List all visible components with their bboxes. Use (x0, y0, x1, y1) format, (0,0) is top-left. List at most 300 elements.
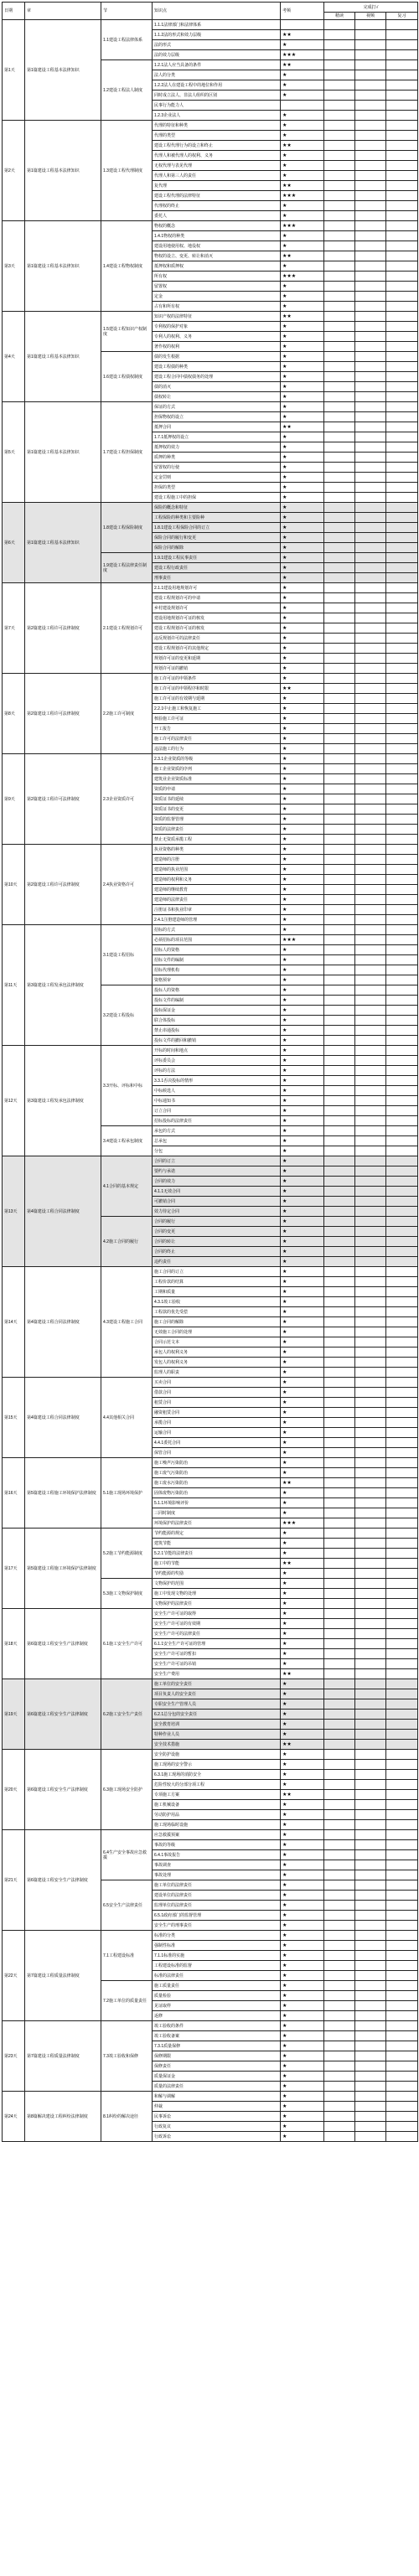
check-review[interactable] (386, 1217, 418, 1227)
check-explain[interactable] (355, 1036, 386, 1046)
check-read[interactable] (324, 1036, 355, 1046)
check-explain[interactable] (355, 101, 386, 111)
check-read[interactable] (324, 1287, 355, 1297)
check-read[interactable] (324, 1599, 355, 1609)
check-read[interactable] (324, 955, 355, 965)
check-read[interactable] (324, 442, 355, 453)
check-read[interactable] (324, 463, 355, 473)
check-review[interactable] (386, 1981, 418, 1991)
check-read[interactable] (324, 1006, 355, 1016)
check-read[interactable] (324, 1589, 355, 1599)
check-review[interactable] (386, 463, 418, 473)
check-review[interactable] (386, 1197, 418, 1207)
check-explain[interactable] (355, 1368, 386, 1378)
check-explain[interactable] (355, 251, 386, 261)
check-read[interactable] (324, 1458, 355, 1468)
check-review[interactable] (386, 684, 418, 694)
check-read[interactable] (324, 2122, 355, 2132)
check-review[interactable] (386, 1639, 418, 1649)
check-explain[interactable] (355, 1981, 386, 1991)
check-explain[interactable] (355, 1679, 386, 1689)
check-explain[interactable] (355, 935, 386, 945)
check-review[interactable] (386, 694, 418, 704)
check-review[interactable] (386, 855, 418, 865)
check-review[interactable] (386, 1599, 418, 1609)
check-read[interactable] (324, 1448, 355, 1458)
check-explain[interactable] (355, 131, 386, 141)
check-explain[interactable] (355, 1106, 386, 1116)
check-explain[interactable] (355, 211, 386, 221)
check-read[interactable] (324, 372, 355, 382)
check-review[interactable] (386, 895, 418, 905)
check-explain[interactable] (355, 2122, 386, 2132)
check-explain[interactable] (355, 91, 386, 101)
check-review[interactable] (386, 764, 418, 774)
check-review[interactable] (386, 1740, 418, 1750)
check-explain[interactable] (355, 1639, 386, 1649)
check-read[interactable] (324, 332, 355, 342)
check-read[interactable] (324, 875, 355, 885)
check-review[interactable] (386, 1478, 418, 1488)
check-read[interactable] (324, 1649, 355, 1659)
check-review[interactable] (386, 171, 418, 181)
check-explain[interactable] (355, 473, 386, 483)
check-review[interactable] (386, 1378, 418, 1388)
check-explain[interactable] (355, 2041, 386, 2051)
check-read[interactable] (324, 251, 355, 261)
check-explain[interactable] (355, 754, 386, 764)
check-explain[interactable] (355, 1891, 386, 1901)
check-read[interactable] (324, 905, 355, 915)
check-review[interactable] (386, 1679, 418, 1689)
check-explain[interactable] (355, 1247, 386, 1257)
check-read[interactable] (324, 141, 355, 151)
check-read[interactable] (324, 794, 355, 804)
check-read[interactable] (324, 1991, 355, 2001)
check-explain[interactable] (355, 704, 386, 714)
check-explain[interactable] (355, 1951, 386, 1961)
check-explain[interactable] (355, 855, 386, 865)
check-review[interactable] (386, 1991, 418, 2001)
check-review[interactable] (386, 473, 418, 483)
check-explain[interactable] (355, 1750, 386, 1760)
check-read[interactable] (324, 1669, 355, 1679)
check-explain[interactable] (355, 1780, 386, 1790)
check-explain[interactable] (355, 1498, 386, 1508)
check-read[interactable] (324, 1619, 355, 1629)
check-explain[interactable] (355, 1267, 386, 1277)
check-read[interactable] (324, 1086, 355, 1096)
check-read[interactable] (324, 865, 355, 875)
check-explain[interactable] (355, 965, 386, 975)
check-review[interactable] (386, 221, 418, 231)
check-review[interactable] (386, 101, 418, 111)
check-explain[interactable] (355, 1961, 386, 1971)
check-read[interactable] (324, 1679, 355, 1689)
check-explain[interactable] (355, 20, 386, 30)
check-read[interactable] (324, 623, 355, 634)
check-read[interactable] (324, 1820, 355, 1830)
check-read[interactable] (324, 1096, 355, 1106)
check-explain[interactable] (355, 1971, 386, 1981)
check-review[interactable] (386, 1327, 418, 1337)
check-read[interactable] (324, 2072, 355, 2082)
check-explain[interactable] (355, 372, 386, 382)
check-read[interactable] (324, 2001, 355, 2011)
check-read[interactable] (324, 1156, 355, 1166)
check-review[interactable] (386, 1911, 418, 1921)
check-review[interactable] (386, 1398, 418, 1408)
check-review[interactable] (386, 815, 418, 825)
check-review[interactable] (386, 1579, 418, 1589)
check-review[interactable] (386, 1629, 418, 1639)
check-review[interactable] (386, 955, 418, 965)
check-read[interactable] (324, 1177, 355, 1187)
check-read[interactable] (324, 996, 355, 1006)
check-read[interactable] (324, 1880, 355, 1891)
check-review[interactable] (386, 1710, 418, 1720)
check-read[interactable] (324, 784, 355, 794)
check-read[interactable] (324, 40, 355, 50)
check-explain[interactable] (355, 1438, 386, 1448)
check-review[interactable] (386, 453, 418, 463)
check-review[interactable] (386, 1870, 418, 1880)
check-review[interactable] (386, 1609, 418, 1619)
check-review[interactable] (386, 261, 418, 272)
check-review[interactable] (386, 885, 418, 895)
check-review[interactable] (386, 1790, 418, 1800)
check-review[interactable] (386, 1187, 418, 1197)
check-explain[interactable] (355, 1066, 386, 1076)
check-explain[interactable] (355, 1901, 386, 1911)
check-explain[interactable] (355, 60, 386, 70)
check-read[interactable] (324, 1921, 355, 1931)
check-review[interactable] (386, 362, 418, 372)
check-explain[interactable] (355, 1378, 386, 1388)
check-explain[interactable] (355, 1619, 386, 1629)
check-explain[interactable] (355, 885, 386, 895)
check-review[interactable] (386, 1006, 418, 1016)
check-read[interactable] (324, 1609, 355, 1619)
check-read[interactable] (324, 714, 355, 724)
check-explain[interactable] (355, 895, 386, 905)
check-read[interactable] (324, 845, 355, 855)
check-review[interactable] (386, 1257, 418, 1267)
check-read[interactable] (324, 1317, 355, 1327)
check-review[interactable] (386, 573, 418, 583)
check-explain[interactable] (355, 1086, 386, 1096)
check-read[interactable] (324, 312, 355, 322)
check-read[interactable] (324, 664, 355, 674)
check-read[interactable] (324, 563, 355, 573)
check-read[interactable] (324, 895, 355, 905)
check-read[interactable] (324, 915, 355, 925)
check-explain[interactable] (355, 1287, 386, 1297)
check-read[interactable] (324, 503, 355, 513)
check-read[interactable] (324, 2051, 355, 2061)
check-explain[interactable] (355, 784, 386, 794)
check-review[interactable] (386, 1961, 418, 1971)
check-explain[interactable] (355, 1649, 386, 1659)
check-read[interactable] (324, 1388, 355, 1398)
check-explain[interactable] (355, 764, 386, 774)
check-read[interactable] (324, 774, 355, 784)
check-review[interactable] (386, 352, 418, 362)
check-review[interactable] (386, 1448, 418, 1458)
check-explain[interactable] (355, 1710, 386, 1720)
check-read[interactable] (324, 1478, 355, 1488)
check-explain[interactable] (355, 2061, 386, 2072)
check-explain[interactable] (355, 1016, 386, 1026)
check-review[interactable] (386, 1649, 418, 1659)
check-explain[interactable] (355, 1358, 386, 1368)
check-read[interactable] (324, 2061, 355, 2072)
check-review[interactable] (386, 181, 418, 191)
check-review[interactable] (386, 1569, 418, 1579)
check-review[interactable] (386, 2122, 418, 2132)
check-explain[interactable] (355, 1428, 386, 1438)
check-review[interactable] (386, 251, 418, 261)
check-explain[interactable] (355, 714, 386, 724)
check-explain[interactable] (355, 1730, 386, 1740)
check-explain[interactable] (355, 724, 386, 734)
check-explain[interactable] (355, 1006, 386, 1016)
check-read[interactable] (324, 342, 355, 352)
check-explain[interactable] (355, 593, 386, 603)
check-explain[interactable] (355, 734, 386, 744)
check-read[interactable] (324, 151, 355, 161)
check-explain[interactable] (355, 1197, 386, 1207)
check-review[interactable] (386, 1076, 418, 1086)
check-explain[interactable] (355, 1770, 386, 1780)
check-explain[interactable] (355, 161, 386, 171)
check-explain[interactable] (355, 1488, 386, 1498)
check-read[interactable] (324, 1629, 355, 1639)
check-read[interactable] (324, 453, 355, 463)
check-explain[interactable] (355, 1136, 386, 1146)
check-read[interactable] (324, 50, 355, 60)
check-read[interactable] (324, 382, 355, 392)
check-review[interactable] (386, 1921, 418, 1931)
check-explain[interactable] (355, 1860, 386, 1870)
check-explain[interactable] (355, 1669, 386, 1679)
check-read[interactable] (324, 272, 355, 282)
check-explain[interactable] (355, 272, 386, 282)
check-review[interactable] (386, 925, 418, 935)
check-review[interactable] (386, 503, 418, 513)
check-read[interactable] (324, 322, 355, 332)
check-read[interactable] (324, 1438, 355, 1448)
check-review[interactable] (386, 91, 418, 101)
check-review[interactable] (386, 1458, 418, 1468)
check-explain[interactable] (355, 382, 386, 392)
check-review[interactable] (386, 1850, 418, 1860)
check-explain[interactable] (355, 985, 386, 996)
check-review[interactable] (386, 422, 418, 432)
check-review[interactable] (386, 332, 418, 342)
check-read[interactable] (324, 1126, 355, 1136)
check-read[interactable] (324, 1418, 355, 1428)
check-read[interactable] (324, 1569, 355, 1579)
check-explain[interactable] (355, 422, 386, 432)
check-read[interactable] (324, 2112, 355, 2122)
check-review[interactable] (386, 70, 418, 80)
check-read[interactable] (324, 1800, 355, 1810)
check-read[interactable] (324, 1539, 355, 1549)
check-review[interactable] (386, 1689, 418, 1699)
check-review[interactable] (386, 372, 418, 382)
check-explain[interactable] (355, 1146, 386, 1156)
check-review[interactable] (386, 1770, 418, 1780)
check-explain[interactable] (355, 30, 386, 40)
check-explain[interactable] (355, 463, 386, 473)
check-explain[interactable] (355, 111, 386, 121)
check-review[interactable] (386, 1337, 418, 1347)
check-read[interactable] (324, 1217, 355, 1227)
check-read[interactable] (324, 231, 355, 241)
check-read[interactable] (324, 402, 355, 412)
check-explain[interactable] (355, 634, 386, 644)
check-read[interactable] (324, 1398, 355, 1408)
check-read[interactable] (324, 1518, 355, 1529)
check-review[interactable] (386, 1136, 418, 1146)
check-review[interactable] (386, 1408, 418, 1418)
check-review[interactable] (386, 935, 418, 945)
check-explain[interactable] (355, 2001, 386, 2011)
check-explain[interactable] (355, 1529, 386, 1539)
check-review[interactable] (386, 603, 418, 613)
check-explain[interactable] (355, 1569, 386, 1579)
check-read[interactable] (324, 1860, 355, 1870)
check-explain[interactable] (355, 1448, 386, 1458)
check-review[interactable] (386, 714, 418, 724)
check-explain[interactable] (355, 362, 386, 372)
check-review[interactable] (386, 1659, 418, 1669)
check-review[interactable] (386, 1086, 418, 1096)
check-read[interactable] (324, 292, 355, 302)
check-read[interactable] (324, 523, 355, 533)
check-explain[interactable] (355, 975, 386, 985)
check-review[interactable] (386, 543, 418, 553)
check-explain[interactable] (355, 794, 386, 804)
check-explain[interactable] (355, 342, 386, 352)
check-read[interactable] (324, 1247, 355, 1257)
check-read[interactable] (324, 1146, 355, 1156)
check-explain[interactable] (355, 141, 386, 151)
check-explain[interactable] (355, 221, 386, 231)
check-read[interactable] (324, 1197, 355, 1207)
check-review[interactable] (386, 1307, 418, 1317)
check-review[interactable] (386, 161, 418, 171)
check-review[interactable] (386, 342, 418, 352)
check-explain[interactable] (355, 1820, 386, 1830)
check-review[interactable] (386, 1066, 418, 1076)
check-review[interactable] (386, 1317, 418, 1327)
check-read[interactable] (324, 1710, 355, 1720)
check-read[interactable] (324, 684, 355, 694)
check-review[interactable] (386, 865, 418, 875)
check-explain[interactable] (355, 2102, 386, 2112)
check-explain[interactable] (355, 1388, 386, 1398)
check-read[interactable] (324, 734, 355, 744)
check-read[interactable] (324, 221, 355, 231)
check-read[interactable] (324, 1378, 355, 1388)
check-review[interactable] (386, 412, 418, 422)
check-read[interactable] (324, 1730, 355, 1740)
check-explain[interactable] (355, 191, 386, 201)
check-explain[interactable] (355, 1307, 386, 1317)
check-explain[interactable] (355, 2031, 386, 2041)
check-read[interactable] (324, 724, 355, 734)
check-review[interactable] (386, 282, 418, 292)
check-read[interactable] (324, 1891, 355, 1901)
check-read[interactable] (324, 1941, 355, 1951)
check-read[interactable] (324, 1468, 355, 1478)
check-review[interactable] (386, 201, 418, 211)
check-read[interactable] (324, 131, 355, 141)
check-review[interactable] (386, 774, 418, 784)
check-review[interactable] (386, 825, 418, 835)
check-review[interactable] (386, 2132, 418, 2142)
check-review[interactable] (386, 1931, 418, 1941)
check-explain[interactable] (355, 1579, 386, 1589)
check-explain[interactable] (355, 2132, 386, 2142)
check-review[interactable] (386, 50, 418, 60)
check-read[interactable] (324, 2021, 355, 2031)
check-review[interactable] (386, 623, 418, 634)
check-review[interactable] (386, 1750, 418, 1760)
check-explain[interactable] (355, 1237, 386, 1247)
check-read[interactable] (324, 593, 355, 603)
check-read[interactable] (324, 1770, 355, 1780)
check-explain[interactable] (355, 201, 386, 211)
check-review[interactable] (386, 30, 418, 40)
check-explain[interactable] (355, 543, 386, 553)
check-explain[interactable] (355, 412, 386, 422)
check-review[interactable] (386, 2082, 418, 2092)
check-explain[interactable] (355, 1539, 386, 1549)
check-read[interactable] (324, 1257, 355, 1267)
check-read[interactable] (324, 282, 355, 292)
check-review[interactable] (386, 945, 418, 955)
check-review[interactable] (386, 1508, 418, 1518)
check-read[interactable] (324, 1297, 355, 1307)
check-explain[interactable] (355, 1408, 386, 1418)
check-review[interactable] (386, 1730, 418, 1740)
check-explain[interactable] (355, 1177, 386, 1187)
check-review[interactable] (386, 2021, 418, 2031)
check-review[interactable] (386, 1227, 418, 1237)
check-read[interactable] (324, 573, 355, 583)
check-read[interactable] (324, 1720, 355, 1730)
check-explain[interactable] (355, 442, 386, 453)
check-review[interactable] (386, 1941, 418, 1951)
check-read[interactable] (324, 533, 355, 543)
check-read[interactable] (324, 754, 355, 764)
check-review[interactable] (386, 1247, 418, 1257)
check-explain[interactable] (355, 171, 386, 181)
check-review[interactable] (386, 1358, 418, 1368)
check-review[interactable] (386, 1016, 418, 1026)
check-explain[interactable] (355, 292, 386, 302)
check-read[interactable] (324, 583, 355, 593)
check-review[interactable] (386, 2001, 418, 2011)
check-read[interactable] (324, 1187, 355, 1197)
check-explain[interactable] (355, 1046, 386, 1056)
check-review[interactable] (386, 432, 418, 442)
check-review[interactable] (386, 1589, 418, 1599)
check-review[interactable] (386, 231, 418, 241)
